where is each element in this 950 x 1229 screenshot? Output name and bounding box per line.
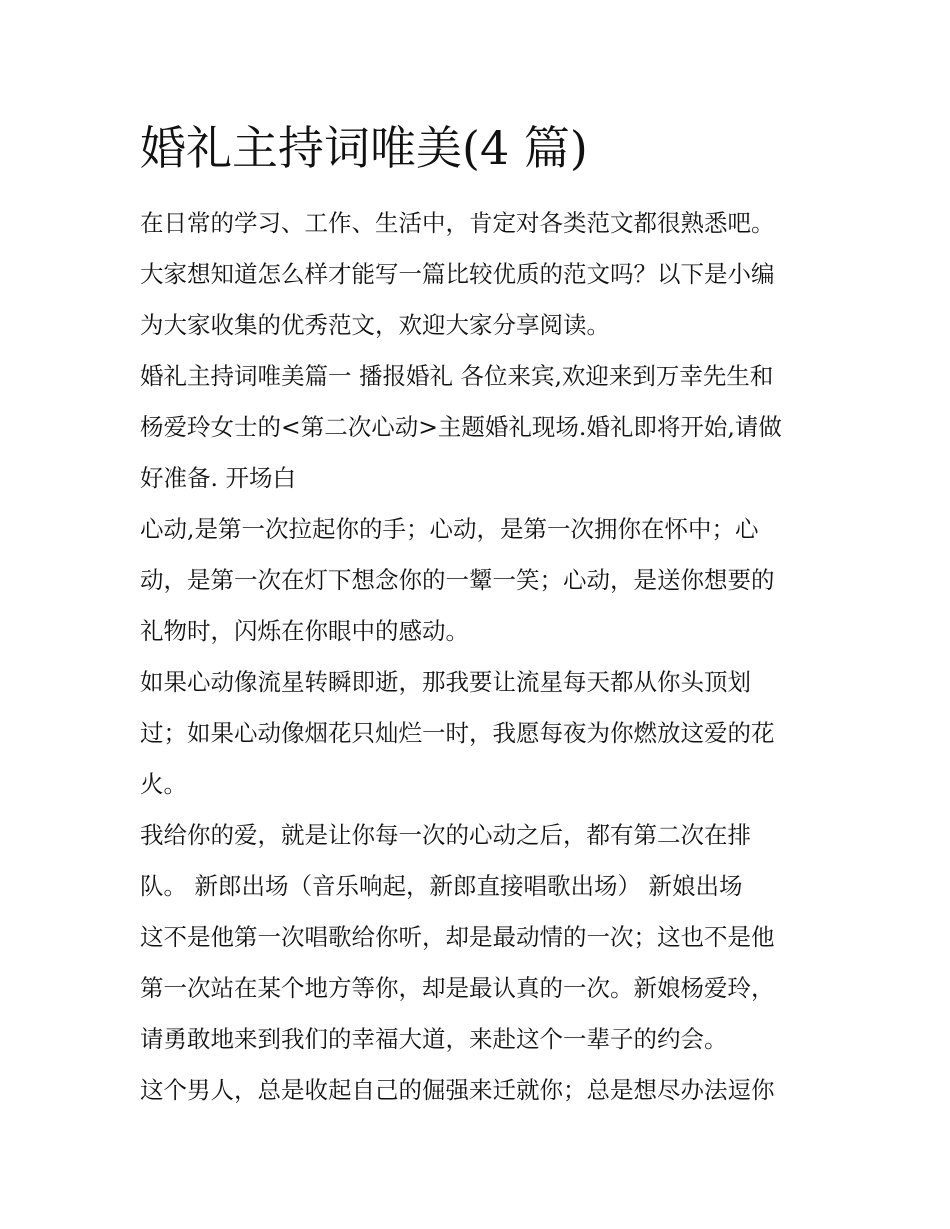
text-line: 过；如果心动像烟花只灿烂一时，我愿每夜为你燃放这爱的花 bbox=[140, 719, 775, 747]
text-line: 这个男人，总是收起自己的倔强来迁就你；总是想尽办法逗你 bbox=[140, 1076, 775, 1104]
document-body bbox=[140, 198, 820, 1116]
text-line: 婚礼主持词唯美篇一 播报婚礼 各位来宾,欢迎来到万幸先生和 bbox=[140, 362, 774, 390]
text-line: 我给你的爱，就是让你每一次的心动之后，都有第二次在排 bbox=[140, 821, 751, 849]
text-line: 请勇敢地来到我们的幸福大道，来赴这个一辈子的约会。 bbox=[140, 1025, 728, 1053]
text-line: 火。 bbox=[140, 770, 187, 798]
text-line: 为大家收集的优秀范文，欢迎大家分享阅读。 bbox=[140, 311, 610, 339]
text-line: 大家想知道怎么样才能写一篇比较优质的范文吗？以下是小编 bbox=[140, 260, 775, 288]
text-line: 礼物时，闪烁在你眼中的感动。 bbox=[140, 617, 469, 645]
text-line: 队。 新郎出场（音乐响起，新郎直接唱歌出场） 新娘出场 bbox=[140, 872, 743, 900]
text-line: 杨爱玲女士的<第二次心动>主题婚礼现场.婚礼即将开始,请做 bbox=[140, 413, 782, 441]
text-line: 如果心动像流星转瞬即逝，那我要让流星每天都从你头顶划 bbox=[140, 668, 751, 696]
text-line: 在日常的学习、工作、生活中，肯定对各类范文都很熟悉吧。 bbox=[140, 209, 775, 237]
text-line: 心动,是第一次拉起你的手；心动，是第一次拥你在怀中；心 bbox=[140, 515, 759, 543]
text-line: 动，是第一次在灯下想念你的一颦一笑；心动，是送你想要的 bbox=[140, 566, 775, 594]
text-line: 第一次站在某个地方等你，却是最认真的一次。新娘杨爱玲， bbox=[140, 974, 775, 1002]
text-line: 这不是他第一次唱歌给你听，却是最动情的一次；这也不是他 bbox=[140, 923, 775, 951]
text-line: 好准备. 开场白 bbox=[140, 464, 296, 492]
page-title: 婚礼主持词唯美(4 篇) bbox=[140, 121, 588, 175]
